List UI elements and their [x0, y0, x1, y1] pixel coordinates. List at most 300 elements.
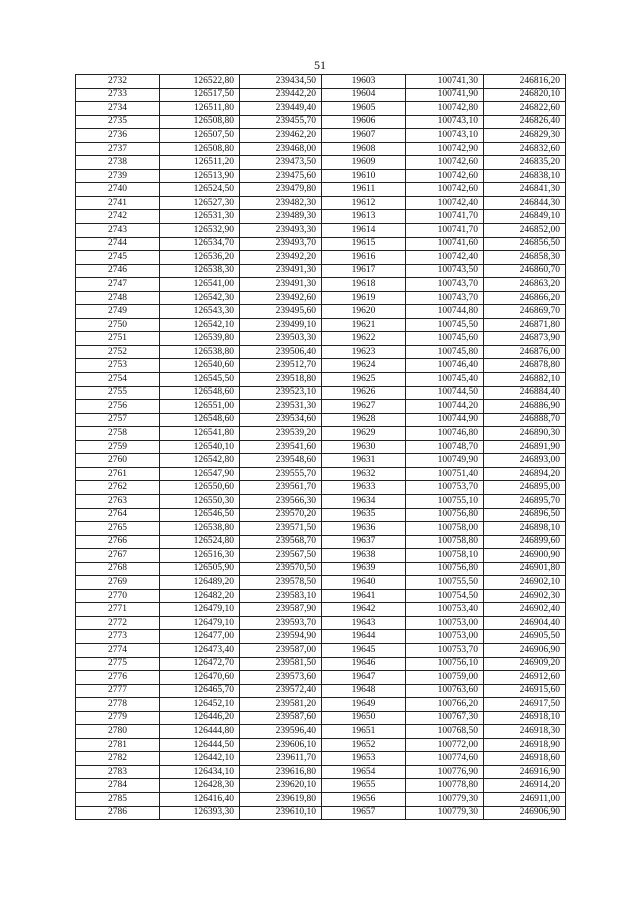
- y-coordinate-cell: 239578,50: [240, 576, 322, 590]
- x-coordinate-cell: 126536,20: [160, 251, 240, 265]
- y-coordinate-2-cell: 246822,60: [484, 102, 566, 116]
- point-number-cell: 2774: [76, 643, 160, 657]
- x-coordinate-2-cell: 100754,50: [406, 589, 484, 603]
- x-coordinate-2-cell: 100755,10: [406, 494, 484, 508]
- point-number-2-cell: 19629: [322, 427, 406, 441]
- coordinates-table: [75, 74, 566, 820]
- point-number-cell: 2764: [76, 508, 160, 522]
- y-coordinate-2-cell: 246895,00: [484, 481, 566, 495]
- y-coordinate-2-cell: 246904,40: [484, 616, 566, 630]
- table-row: [76, 440, 566, 454]
- table-row: [76, 467, 566, 481]
- y-coordinate-2-cell: 246914,20: [484, 779, 566, 793]
- x-coordinate-cell: 126538,30: [160, 264, 240, 278]
- point-number-cell: 2733: [76, 88, 160, 102]
- point-number-cell: 2768: [76, 562, 160, 576]
- y-coordinate-2-cell: 246909,20: [484, 657, 566, 671]
- table-row: [76, 332, 566, 346]
- y-coordinate-2-cell: 246905,50: [484, 630, 566, 644]
- y-coordinate-2-cell: 246878,80: [484, 359, 566, 373]
- table-row: [76, 630, 566, 644]
- table-row: [76, 278, 566, 292]
- y-coordinate-cell: 239572,40: [240, 684, 322, 698]
- point-number-cell: 2736: [76, 129, 160, 143]
- point-number-cell: 2775: [76, 657, 160, 671]
- point-number-cell: 2732: [76, 75, 160, 89]
- point-number-cell: 2760: [76, 454, 160, 468]
- point-number-2-cell: 19647: [322, 671, 406, 685]
- table-row: [76, 765, 566, 779]
- x-coordinate-2-cell: 100745,80: [406, 345, 484, 359]
- point-number-cell: 2742: [76, 210, 160, 224]
- x-coordinate-cell: 126538,80: [160, 345, 240, 359]
- y-coordinate-2-cell: 246902,30: [484, 589, 566, 603]
- point-number-2-cell: 19620: [322, 305, 406, 319]
- x-coordinate-cell: 126542,10: [160, 318, 240, 332]
- page-number: 51: [314, 58, 326, 72]
- point-number-cell: 2773: [76, 630, 160, 644]
- x-coordinate-2-cell: 100749,90: [406, 454, 484, 468]
- x-coordinate-2-cell: 100755,50: [406, 576, 484, 590]
- table-row: [76, 318, 566, 332]
- x-coordinate-cell: 126477,00: [160, 630, 240, 644]
- point-number-2-cell: 19634: [322, 494, 406, 508]
- y-coordinate-cell: 239489,30: [240, 210, 322, 224]
- point-number-2-cell: 19652: [322, 738, 406, 752]
- y-coordinate-cell: 239571,50: [240, 522, 322, 536]
- point-number-cell: 2734: [76, 102, 160, 116]
- point-number-2-cell: 19614: [322, 224, 406, 238]
- y-coordinate-cell: 239587,90: [240, 603, 322, 617]
- x-coordinate-cell: 126538,80: [160, 522, 240, 536]
- x-coordinate-2-cell: 100745,60: [406, 332, 484, 346]
- x-coordinate-2-cell: 100766,20: [406, 698, 484, 712]
- point-number-cell: 2766: [76, 535, 160, 549]
- point-number-cell: 2740: [76, 183, 160, 197]
- x-coordinate-2-cell: 100776,90: [406, 765, 484, 779]
- point-number-cell: 2756: [76, 400, 160, 414]
- point-number-2-cell: 19608: [322, 142, 406, 156]
- point-number-2-cell: 19654: [322, 765, 406, 779]
- table-row: [76, 562, 566, 576]
- x-coordinate-cell: 126511,20: [160, 156, 240, 170]
- table-row: [76, 88, 566, 102]
- point-number-cell: 2771: [76, 603, 160, 617]
- point-number-cell: 2769: [76, 576, 160, 590]
- x-coordinate-cell: 126517,50: [160, 88, 240, 102]
- table-row: [76, 738, 566, 752]
- x-coordinate-cell: 126551,00: [160, 400, 240, 414]
- point-number-cell: 2751: [76, 332, 160, 346]
- point-number-2-cell: 19615: [322, 237, 406, 251]
- point-number-2-cell: 19657: [322, 806, 406, 820]
- y-coordinate-cell: 239503,30: [240, 332, 322, 346]
- x-coordinate-2-cell: 100756,80: [406, 562, 484, 576]
- y-coordinate-cell: 239616,80: [240, 765, 322, 779]
- y-coordinate-2-cell: 246882,10: [484, 373, 566, 387]
- x-coordinate-cell: 126534,70: [160, 237, 240, 251]
- x-coordinate-2-cell: 100743,10: [406, 129, 484, 143]
- x-coordinate-cell: 126527,30: [160, 196, 240, 210]
- y-coordinate-2-cell: 246900,90: [484, 549, 566, 563]
- table-row: [76, 589, 566, 603]
- point-number-cell: 2780: [76, 725, 160, 739]
- point-number-cell: 2781: [76, 738, 160, 752]
- x-coordinate-cell: 126489,20: [160, 576, 240, 590]
- y-coordinate-cell: 239581,50: [240, 657, 322, 671]
- y-coordinate-cell: 239512,70: [240, 359, 322, 373]
- table-row: [76, 156, 566, 170]
- x-coordinate-cell: 126513,90: [160, 169, 240, 183]
- x-coordinate-cell: 126393,30: [160, 806, 240, 820]
- table-row: [76, 711, 566, 725]
- table-row: [76, 779, 566, 793]
- table-row: [76, 237, 566, 251]
- point-number-2-cell: 19626: [322, 386, 406, 400]
- x-coordinate-cell: 126531,30: [160, 210, 240, 224]
- y-coordinate-cell: 239493,30: [240, 224, 322, 238]
- point-number-cell: 2739: [76, 169, 160, 183]
- y-coordinate-2-cell: 246918,60: [484, 752, 566, 766]
- y-coordinate-2-cell: 246863,20: [484, 278, 566, 292]
- y-coordinate-cell: 239593,70: [240, 616, 322, 630]
- y-coordinate-cell: 239442,20: [240, 88, 322, 102]
- table-row: [76, 535, 566, 549]
- point-number-2-cell: 19653: [322, 752, 406, 766]
- y-coordinate-2-cell: 246884,40: [484, 386, 566, 400]
- y-coordinate-cell: 239570,20: [240, 508, 322, 522]
- table-row: [76, 305, 566, 319]
- x-coordinate-2-cell: 100753,00: [406, 630, 484, 644]
- point-number-cell: 2784: [76, 779, 160, 793]
- x-coordinate-cell: 126434,10: [160, 765, 240, 779]
- x-coordinate-2-cell: 100741,30: [406, 75, 484, 89]
- y-coordinate-2-cell: 246832,60: [484, 142, 566, 156]
- x-coordinate-cell: 126505,90: [160, 562, 240, 576]
- y-coordinate-2-cell: 246902,40: [484, 603, 566, 617]
- point-number-cell: 2765: [76, 522, 160, 536]
- point-number-cell: 2785: [76, 792, 160, 806]
- x-coordinate-2-cell: 100741,70: [406, 224, 484, 238]
- y-coordinate-cell: 239619,80: [240, 792, 322, 806]
- y-coordinate-cell: 239495,60: [240, 305, 322, 319]
- y-coordinate-cell: 239506,40: [240, 345, 322, 359]
- y-coordinate-cell: 239499,10: [240, 318, 322, 332]
- table-row: [76, 792, 566, 806]
- point-number-2-cell: 19611: [322, 183, 406, 197]
- point-number-2-cell: 19640: [322, 576, 406, 590]
- point-number-cell: 2746: [76, 264, 160, 278]
- table-row: [76, 359, 566, 373]
- point-number-2-cell: 19617: [322, 264, 406, 278]
- point-number-2-cell: 19630: [322, 440, 406, 454]
- y-coordinate-2-cell: 246866,20: [484, 291, 566, 305]
- point-number-2-cell: 19628: [322, 413, 406, 427]
- x-coordinate-2-cell: 100756,80: [406, 508, 484, 522]
- x-coordinate-cell: 126542,80: [160, 454, 240, 468]
- y-coordinate-cell: 239493,70: [240, 237, 322, 251]
- table-row: [76, 264, 566, 278]
- table-row: [76, 494, 566, 508]
- y-coordinate-2-cell: 246893,00: [484, 454, 566, 468]
- x-coordinate-cell: 126541,80: [160, 427, 240, 441]
- x-coordinate-2-cell: 100741,70: [406, 210, 484, 224]
- point-number-2-cell: 19624: [322, 359, 406, 373]
- point-number-cell: 2747: [76, 278, 160, 292]
- y-coordinate-cell: 239620,10: [240, 779, 322, 793]
- y-coordinate-cell: 239491,30: [240, 278, 322, 292]
- table-row: [76, 508, 566, 522]
- point-number-cell: 2778: [76, 698, 160, 712]
- y-coordinate-cell: 239583,10: [240, 589, 322, 603]
- table-row: [76, 400, 566, 414]
- x-coordinate-cell: 126516,30: [160, 549, 240, 563]
- x-coordinate-cell: 126416,40: [160, 792, 240, 806]
- point-number-cell: 2772: [76, 616, 160, 630]
- point-number-2-cell: 19621: [322, 318, 406, 332]
- x-coordinate-2-cell: 100744,20: [406, 400, 484, 414]
- y-coordinate-2-cell: 246917,50: [484, 698, 566, 712]
- point-number-2-cell: 19625: [322, 373, 406, 387]
- y-coordinate-2-cell: 246860,70: [484, 264, 566, 278]
- table-row: [76, 725, 566, 739]
- table-row: [76, 210, 566, 224]
- x-coordinate-cell: 126479,10: [160, 603, 240, 617]
- y-coordinate-2-cell: 246852,00: [484, 224, 566, 238]
- table-row: [76, 115, 566, 129]
- x-coordinate-2-cell: 100763,60: [406, 684, 484, 698]
- x-coordinate-2-cell: 100743,70: [406, 278, 484, 292]
- point-number-2-cell: 19646: [322, 657, 406, 671]
- y-coordinate-2-cell: 246918,10: [484, 711, 566, 725]
- y-coordinate-2-cell: 246835,20: [484, 156, 566, 170]
- table-row: [76, 413, 566, 427]
- y-coordinate-cell: 239606,10: [240, 738, 322, 752]
- y-coordinate-cell: 239492,60: [240, 291, 322, 305]
- y-coordinate-cell: 239468,00: [240, 142, 322, 156]
- y-coordinate-cell: 239570,50: [240, 562, 322, 576]
- point-number-cell: 2782: [76, 752, 160, 766]
- y-coordinate-cell: 239611,70: [240, 752, 322, 766]
- x-coordinate-2-cell: 100746,40: [406, 359, 484, 373]
- point-number-cell: 2752: [76, 345, 160, 359]
- y-coordinate-cell: 239434,50: [240, 75, 322, 89]
- y-coordinate-cell: 239541,60: [240, 440, 322, 454]
- point-number-cell: 2749: [76, 305, 160, 319]
- y-coordinate-cell: 239567,50: [240, 549, 322, 563]
- x-coordinate-cell: 126548,60: [160, 413, 240, 427]
- point-number-2-cell: 19644: [322, 630, 406, 644]
- y-coordinate-2-cell: 246916,90: [484, 765, 566, 779]
- table-row: [76, 427, 566, 441]
- x-coordinate-2-cell: 100745,40: [406, 373, 484, 387]
- y-coordinate-2-cell: 246838,10: [484, 169, 566, 183]
- table-row: [76, 251, 566, 265]
- y-coordinate-2-cell: 246906,90: [484, 806, 566, 820]
- coordinates-table-body: [76, 75, 566, 820]
- x-coordinate-2-cell: 100753,70: [406, 481, 484, 495]
- table-row: [76, 169, 566, 183]
- point-number-2-cell: 19627: [322, 400, 406, 414]
- x-coordinate-2-cell: 100772,00: [406, 738, 484, 752]
- table-row: [76, 75, 566, 89]
- x-coordinate-cell: 126540,10: [160, 440, 240, 454]
- table-row: [76, 129, 566, 143]
- x-coordinate-cell: 126522,80: [160, 75, 240, 89]
- y-coordinate-cell: 239568,70: [240, 535, 322, 549]
- table-row: [76, 102, 566, 116]
- point-number-2-cell: 19641: [322, 589, 406, 603]
- y-coordinate-cell: 239473,50: [240, 156, 322, 170]
- point-number-2-cell: 19607: [322, 129, 406, 143]
- point-number-2-cell: 19605: [322, 102, 406, 116]
- x-coordinate-2-cell: 100742,40: [406, 196, 484, 210]
- point-number-2-cell: 19622: [322, 332, 406, 346]
- x-coordinate-cell: 126548,60: [160, 386, 240, 400]
- y-coordinate-2-cell: 246912,60: [484, 671, 566, 685]
- x-coordinate-2-cell: 100779,30: [406, 792, 484, 806]
- point-number-2-cell: 19648: [322, 684, 406, 698]
- point-number-cell: 2758: [76, 427, 160, 441]
- x-coordinate-cell: 126508,80: [160, 142, 240, 156]
- y-coordinate-2-cell: 246898,10: [484, 522, 566, 536]
- x-coordinate-2-cell: 100753,40: [406, 603, 484, 617]
- table-row: [76, 142, 566, 156]
- y-coordinate-cell: 239518,80: [240, 373, 322, 387]
- x-coordinate-2-cell: 100758,10: [406, 549, 484, 563]
- point-number-cell: 2779: [76, 711, 160, 725]
- x-coordinate-2-cell: 100758,80: [406, 535, 484, 549]
- point-number-cell: 2767: [76, 549, 160, 563]
- x-coordinate-cell: 126550,30: [160, 494, 240, 508]
- x-coordinate-cell: 126539,80: [160, 332, 240, 346]
- point-number-2-cell: 19645: [322, 643, 406, 657]
- table-row: [76, 454, 566, 468]
- point-number-cell: 2776: [76, 671, 160, 685]
- x-coordinate-cell: 126452,10: [160, 698, 240, 712]
- y-coordinate-cell: 239455,70: [240, 115, 322, 129]
- table-row: [76, 522, 566, 536]
- x-coordinate-cell: 126547,90: [160, 467, 240, 481]
- x-coordinate-2-cell: 100743,50: [406, 264, 484, 278]
- x-coordinate-2-cell: 100743,70: [406, 291, 484, 305]
- y-coordinate-2-cell: 246871,80: [484, 318, 566, 332]
- point-number-2-cell: 19631: [322, 454, 406, 468]
- table-row: [76, 345, 566, 359]
- point-number-cell: 2770: [76, 589, 160, 603]
- y-coordinate-2-cell: 246844,30: [484, 196, 566, 210]
- x-coordinate-2-cell: 100741,60: [406, 237, 484, 251]
- point-number-cell: 2753: [76, 359, 160, 373]
- x-coordinate-cell: 126465,70: [160, 684, 240, 698]
- table-row: [76, 291, 566, 305]
- y-coordinate-cell: 239548,60: [240, 454, 322, 468]
- y-coordinate-cell: 239566,30: [240, 494, 322, 508]
- x-coordinate-2-cell: 100758,00: [406, 522, 484, 536]
- x-coordinate-cell: 126508,80: [160, 115, 240, 129]
- point-number-2-cell: 19637: [322, 535, 406, 549]
- x-coordinate-2-cell: 100767,30: [406, 711, 484, 725]
- point-number-cell: 2761: [76, 467, 160, 481]
- y-coordinate-cell: 239531,30: [240, 400, 322, 414]
- y-coordinate-2-cell: 246826,40: [484, 115, 566, 129]
- point-number-2-cell: 19606: [322, 115, 406, 129]
- x-coordinate-2-cell: 100742,40: [406, 251, 484, 265]
- x-coordinate-cell: 126446,20: [160, 711, 240, 725]
- x-coordinate-2-cell: 100744,90: [406, 413, 484, 427]
- x-coordinate-cell: 126482,20: [160, 589, 240, 603]
- y-coordinate-2-cell: 246901,80: [484, 562, 566, 576]
- point-number-2-cell: 19612: [322, 196, 406, 210]
- point-number-2-cell: 19635: [322, 508, 406, 522]
- y-coordinate-cell: 239581,20: [240, 698, 322, 712]
- x-coordinate-2-cell: 100744,80: [406, 305, 484, 319]
- y-coordinate-2-cell: 246888,70: [484, 413, 566, 427]
- y-coordinate-2-cell: 246918,90: [484, 738, 566, 752]
- x-coordinate-cell: 126524,50: [160, 183, 240, 197]
- point-number-2-cell: 19638: [322, 549, 406, 563]
- x-coordinate-cell: 126543,30: [160, 305, 240, 319]
- x-coordinate-2-cell: 100768,50: [406, 725, 484, 739]
- x-coordinate-2-cell: 100743,10: [406, 115, 484, 129]
- y-coordinate-2-cell: 246820,10: [484, 88, 566, 102]
- y-coordinate-cell: 239573,60: [240, 671, 322, 685]
- table-row: [76, 224, 566, 238]
- y-coordinate-2-cell: 246890,30: [484, 427, 566, 441]
- y-coordinate-2-cell: 246886,90: [484, 400, 566, 414]
- point-number-2-cell: 19633: [322, 481, 406, 495]
- x-coordinate-2-cell: 100779,30: [406, 806, 484, 820]
- y-coordinate-2-cell: 246899,60: [484, 535, 566, 549]
- x-coordinate-2-cell: 100742,60: [406, 156, 484, 170]
- point-number-2-cell: 19636: [322, 522, 406, 536]
- y-coordinate-cell: 239587,00: [240, 643, 322, 657]
- x-coordinate-cell: 126540,60: [160, 359, 240, 373]
- x-coordinate-2-cell: 100744,50: [406, 386, 484, 400]
- x-coordinate-cell: 126444,50: [160, 738, 240, 752]
- x-coordinate-cell: 126472,70: [160, 657, 240, 671]
- point-number-cell: 2737: [76, 142, 160, 156]
- x-coordinate-cell: 126473,40: [160, 643, 240, 657]
- y-coordinate-2-cell: 246915,60: [484, 684, 566, 698]
- point-number-cell: 2777: [76, 684, 160, 698]
- y-coordinate-2-cell: 246829,30: [484, 129, 566, 143]
- point-number-cell: 2745: [76, 251, 160, 265]
- point-number-cell: 2757: [76, 413, 160, 427]
- point-number-2-cell: 19610: [322, 169, 406, 183]
- y-coordinate-cell: 239462,20: [240, 129, 322, 143]
- y-coordinate-cell: 239561,70: [240, 481, 322, 495]
- y-coordinate-cell: 239534,60: [240, 413, 322, 427]
- x-coordinate-2-cell: 100742,80: [406, 102, 484, 116]
- y-coordinate-2-cell: 246856,50: [484, 237, 566, 251]
- y-coordinate-cell: 239539,20: [240, 427, 322, 441]
- x-coordinate-cell: 126444,80: [160, 725, 240, 739]
- x-coordinate-cell: 126507,50: [160, 129, 240, 143]
- x-coordinate-2-cell: 100748,70: [406, 440, 484, 454]
- point-number-cell: 2735: [76, 115, 160, 129]
- x-coordinate-2-cell: 100756,10: [406, 657, 484, 671]
- y-coordinate-cell: 239479,80: [240, 183, 322, 197]
- y-coordinate-cell: 239587,60: [240, 711, 322, 725]
- x-coordinate-2-cell: 100745,50: [406, 318, 484, 332]
- point-number-2-cell: 19623: [322, 345, 406, 359]
- table-row: [76, 196, 566, 210]
- point-number-2-cell: 19609: [322, 156, 406, 170]
- y-coordinate-2-cell: 246902,10: [484, 576, 566, 590]
- x-coordinate-cell: 126511,80: [160, 102, 240, 116]
- x-coordinate-cell: 126546,50: [160, 508, 240, 522]
